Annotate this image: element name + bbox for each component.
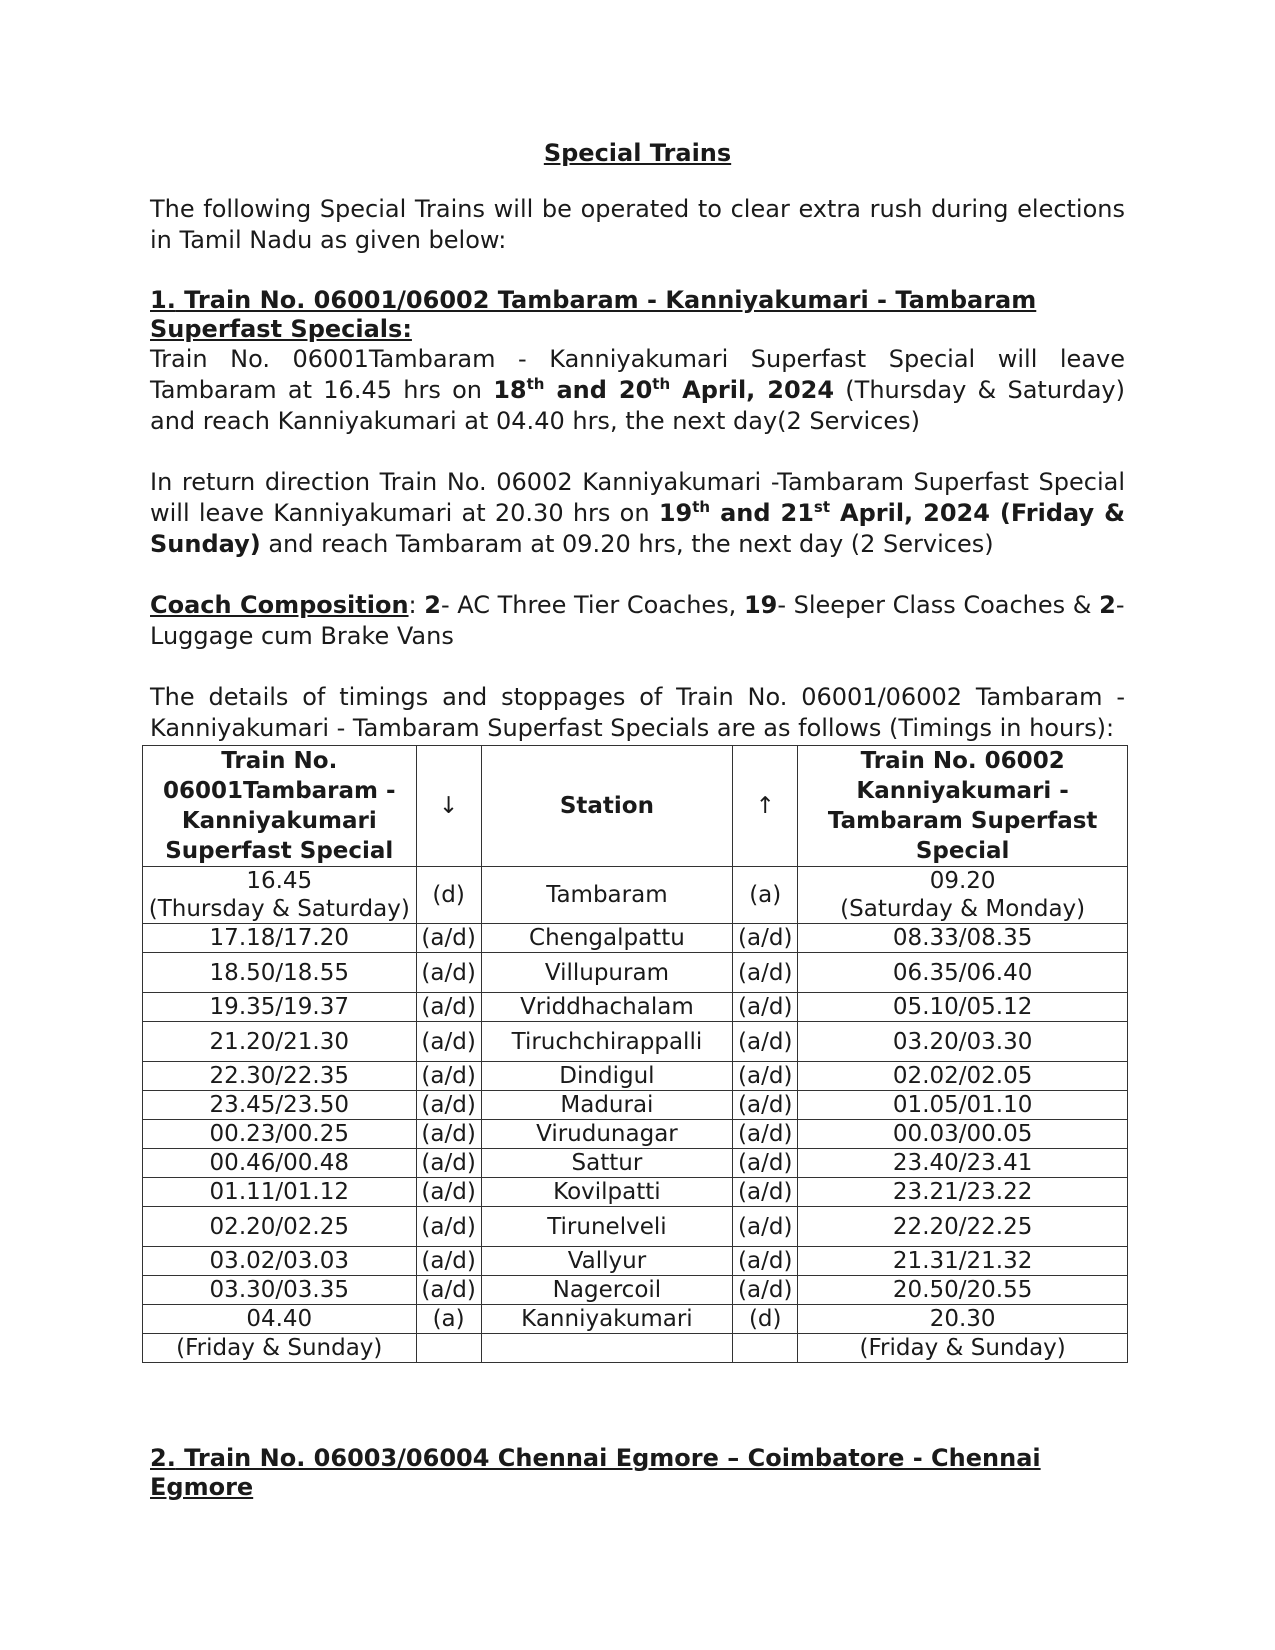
stop-rows: [143, 924, 1128, 1334]
header-down-train: Train No. 06001Tambaram - Kanniyakumari Superfast Special: [143, 746, 417, 867]
last-down-days: (Friday & Sunday): [143, 1334, 417, 1363]
up-ad: (a/d): [733, 1022, 798, 1062]
down-ad: (a/d): [416, 1276, 481, 1305]
down-ad: (a/d): [416, 1062, 481, 1091]
section-1-paragraph-1: [150, 344, 1125, 437]
table-row: [143, 1247, 1128, 1276]
up-arrow-icon: ↑: [733, 746, 798, 867]
station-name: Tirunelveli: [481, 1207, 733, 1247]
first-down-ad: (d): [416, 867, 481, 924]
details-paragraph: The details of timings and stoppages of Train No. 06001/06002 Tambaram - Kanniyakumari - Tambaram Superfast Specials are as follows (Timings in hours):: [150, 683, 1125, 742]
down-time: 23.45/23.50: [143, 1091, 417, 1120]
table-row: [143, 993, 1128, 1022]
up-ad: (a/d): [733, 993, 798, 1022]
down-ad: (a/d): [416, 1178, 481, 1207]
up-ad: (a/d): [733, 1062, 798, 1091]
up-time: 06.35/06.40: [798, 953, 1128, 993]
section-1-heading: [150, 286, 1125, 344]
down-time: 18.50/18.55: [143, 953, 417, 993]
down-time: 02.20/02.25: [143, 1207, 417, 1247]
up-time: 08.33/08.35: [798, 924, 1128, 953]
para2-mid: and 21: [710, 499, 814, 527]
header-station: Station: [481, 746, 733, 867]
section-1-title: Train No. 06001/06002 Tambaram - Kanniyakumari - Tambaram Superfast Specials:: [150, 286, 1037, 343]
table-header-row: [143, 746, 1128, 867]
station-name: Tiruchchirappalli: [481, 1022, 733, 1062]
table-row: [143, 953, 1128, 993]
first-up-ad: (a): [733, 867, 798, 924]
up-time: 00.03/00.05: [798, 1120, 1128, 1149]
table-row: [143, 1120, 1128, 1149]
first-row-down: [143, 867, 417, 924]
section-2-title: Train No. 06003/06004 Chennai Egmore – Coimbatore - Chennai Egmore: [150, 1444, 1041, 1501]
intro-paragraph: The following Special Trains will be operated to clear extra rush during elections in Tamil Nadu as given below:: [150, 195, 1125, 254]
coach-text-1: - AC Three Tier Coaches,: [440, 591, 744, 619]
down-ad: (a/d): [416, 1091, 481, 1120]
down-arrow-icon: ↓: [416, 746, 481, 867]
station-name: Kanniyakumari: [481, 1305, 733, 1334]
section-1-paragraph-2: [150, 467, 1125, 560]
table-row: [143, 1149, 1128, 1178]
down-ad: (a/d): [416, 1120, 481, 1149]
para1-date-end: April, 2024: [670, 376, 835, 404]
station-name: Sattur: [481, 1149, 733, 1178]
header-up-train: Train No. 06002 Kanniyakumari - Tambaram Superfast Special: [798, 746, 1128, 867]
station-name: Madurai: [481, 1091, 733, 1120]
up-time: 23.40/23.41: [798, 1149, 1128, 1178]
up-time: 20.30: [798, 1305, 1128, 1334]
station-name: Dindigul: [481, 1062, 733, 1091]
down-ad: (a/d): [416, 953, 481, 993]
station-name: Chengalpattu: [481, 924, 733, 953]
up-ad: (a/d): [733, 1149, 798, 1178]
station-name: Nagercoil: [481, 1276, 733, 1305]
up-time: 23.21/23.22: [798, 1178, 1128, 1207]
para1-mid: and 20: [544, 376, 653, 404]
coach-composition: [150, 590, 1125, 652]
table-row: [143, 1062, 1128, 1091]
down-ad: (a/d): [416, 1022, 481, 1062]
up-ad: (a/d): [733, 1247, 798, 1276]
table-row: [143, 867, 1128, 924]
table-row: [143, 1305, 1128, 1334]
down-ad: (a/d): [416, 993, 481, 1022]
timetable: [142, 745, 1128, 1363]
table-row: [143, 1178, 1128, 1207]
section-2-heading: [150, 1444, 1125, 1502]
up-ad: (a/d): [733, 924, 798, 953]
down-ad: (a/d): [416, 924, 481, 953]
station-name: Villupuram: [481, 953, 733, 993]
down-time: 17.18/17.20: [143, 924, 417, 953]
down-time: 21.20/21.30: [143, 1022, 417, 1062]
station-name: Vallyur: [481, 1247, 733, 1276]
page-title: Special Trains: [543, 139, 732, 167]
section-2-number: 2.: [150, 1444, 176, 1472]
up-time: 03.20/03.30: [798, 1022, 1128, 1062]
down-ad: (a/d): [416, 1247, 481, 1276]
station-name: Virudunagar: [481, 1120, 733, 1149]
up-time: 01.05/01.10: [798, 1091, 1128, 1120]
station-name: Kovilpatti: [481, 1178, 733, 1207]
table-row: [143, 1276, 1128, 1305]
up-ad: (d): [733, 1305, 798, 1334]
coach-count-3: 2: [1099, 591, 1116, 619]
section-1-number: 1.: [150, 286, 176, 314]
para2-text-a: In return direction Train No. 06002 Kanniyakumari -Tambaram Superfast Special will leave Kanniyakumari at 20.30 hrs on: [150, 468, 1125, 527]
para2-day1: 19: [658, 499, 693, 527]
up-ad: (a/d): [733, 1276, 798, 1305]
coach-count-2: 19: [743, 591, 778, 619]
para2-sup1: th: [692, 498, 711, 516]
down-time: 00.46/00.48: [143, 1149, 417, 1178]
para1-dates: [493, 376, 834, 404]
down-time: 03.02/03.03: [143, 1247, 417, 1276]
down-ad: (a): [416, 1305, 481, 1334]
first-down-time: 16.45: [246, 868, 313, 894]
down-time: 01.11/01.12: [143, 1178, 417, 1207]
coach-text-3: -Luggage cum Brake Vans: [150, 591, 1125, 650]
para1-text-a: Train No. 06001Tambaram - Kanniyakumari Superfast Special will leave Tambaram at 16.45 hrs on: [150, 345, 1125, 404]
first-down-days: (Thursday & Saturday): [148, 896, 410, 922]
para2-text-b: and reach Tambaram at 09.20 hrs, the next day (2 Services): [260, 530, 994, 558]
table-row: [143, 1091, 1128, 1120]
down-time: 04.40: [143, 1305, 417, 1334]
down-time: 03.30/03.35: [143, 1276, 417, 1305]
empty-cell: [481, 1334, 733, 1363]
first-row-up: [798, 867, 1128, 924]
up-ad: (a/d): [733, 1120, 798, 1149]
down-ad: (a/d): [416, 1149, 481, 1178]
up-time: 21.31/21.32: [798, 1247, 1128, 1276]
empty-cell: [416, 1334, 481, 1363]
down-time: 22.30/22.35: [143, 1062, 417, 1091]
coach-text-2: - Sleeper Class Coaches &: [777, 591, 1100, 619]
up-ad: (a/d): [733, 1207, 798, 1247]
station-name: Vriddhachalam: [481, 993, 733, 1022]
para1-text-b: (Thursday & Saturday) and reach Kanniyakumari at 04.40 hrs, the next day(2 Services): [150, 376, 1125, 435]
up-time: 05.10/05.12: [798, 993, 1128, 1022]
document-page: [150, 138, 1125, 1363]
para1-day1: 18: [493, 376, 527, 404]
first-up-time: 09.20: [929, 868, 996, 894]
para2-sup2: st: [813, 498, 831, 516]
first-up-days: (Saturday & Monday): [840, 896, 1086, 922]
down-ad: (a/d): [416, 1207, 481, 1247]
first-station: Tambaram: [481, 867, 733, 924]
coach-colon: :: [408, 591, 425, 619]
up-ad: (a/d): [733, 1178, 798, 1207]
coach-label: Coach Composition: [150, 591, 409, 619]
table-row: [143, 1207, 1128, 1247]
table-row: [143, 924, 1128, 953]
para1-sup2: th: [652, 375, 671, 393]
up-ad: (a/d): [733, 1091, 798, 1120]
para2-date-end: April, 2024 (Friday & Sunday): [150, 499, 1126, 558]
down-time: 00.23/00.25: [143, 1120, 417, 1149]
coach-count-1: 2: [424, 591, 441, 619]
para1-sup1: th: [526, 375, 545, 393]
down-time: 19.35/19.37: [143, 993, 417, 1022]
up-time: 20.50/20.55: [798, 1276, 1128, 1305]
up-ad: (a/d): [733, 953, 798, 993]
empty-cell: [733, 1334, 798, 1363]
up-time: 02.02/02.05: [798, 1062, 1128, 1091]
last-up-days: (Friday & Sunday): [798, 1334, 1128, 1363]
table-row: [143, 1334, 1128, 1363]
table-row: [143, 1022, 1128, 1062]
up-time: 22.20/22.25: [798, 1207, 1128, 1247]
